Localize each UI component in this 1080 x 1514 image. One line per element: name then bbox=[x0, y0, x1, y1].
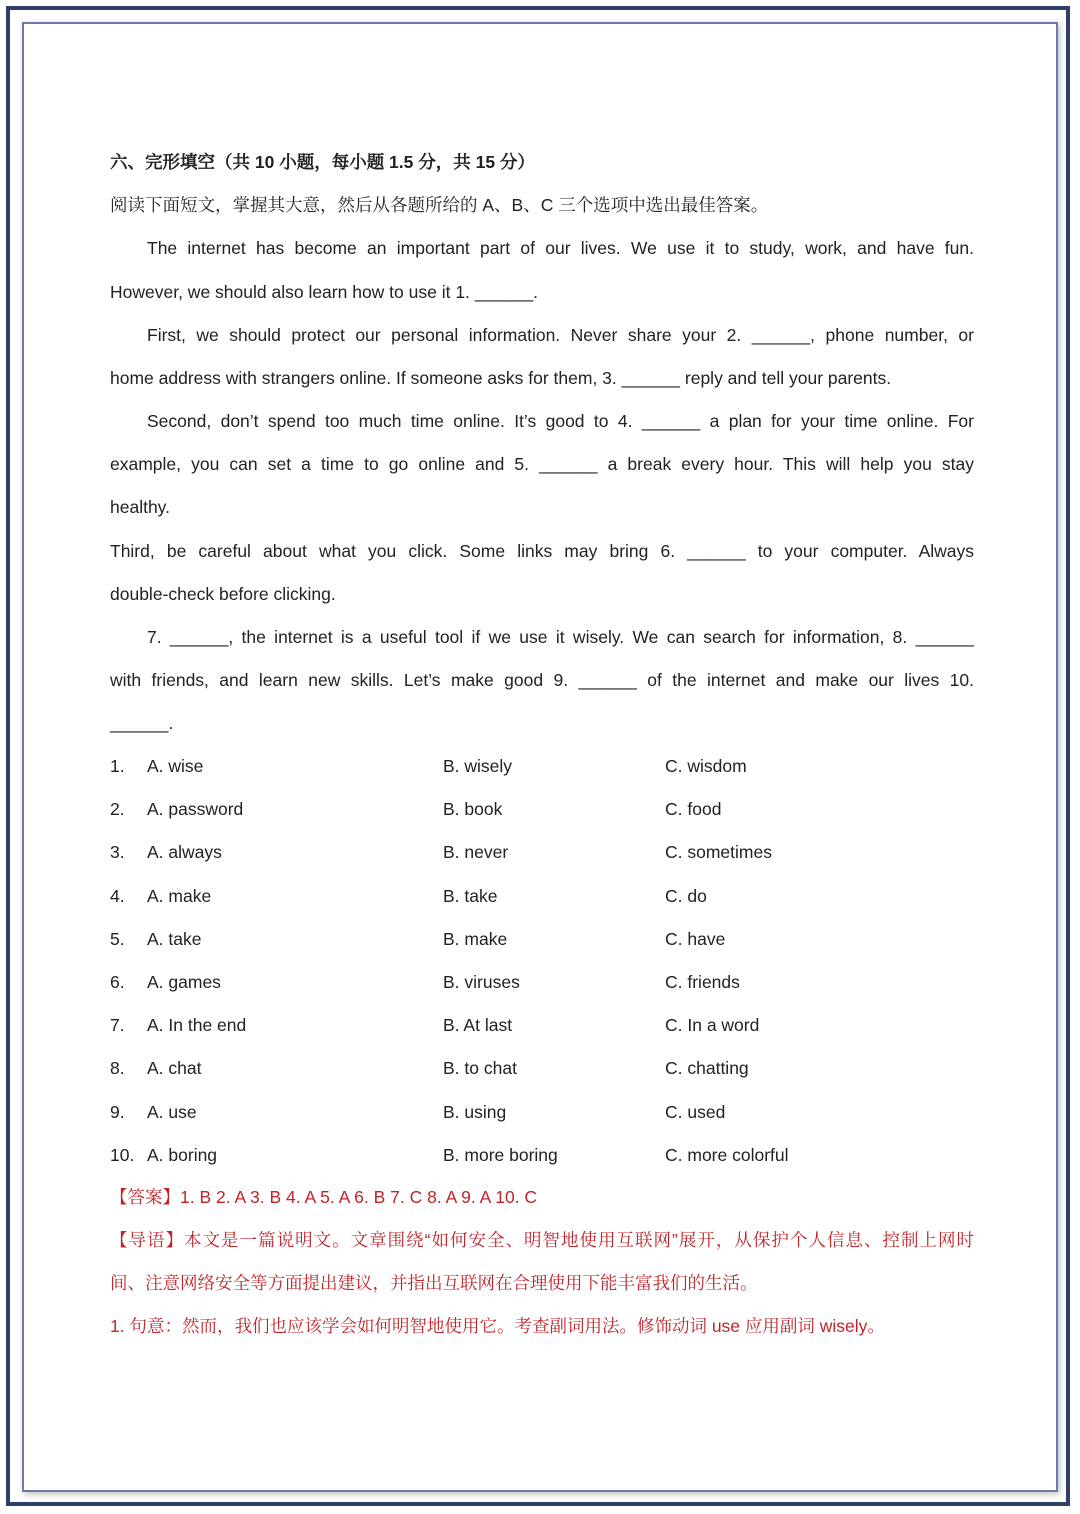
option-a: A. games bbox=[147, 972, 221, 992]
answer-key: 【答案】1. B 2. A 3. B 4. A 5. A 6. B 7. C 8. A 9. A 10. C bbox=[110, 1187, 538, 1207]
option-c: C. have bbox=[665, 928, 726, 949]
option-number: 4. bbox=[110, 885, 125, 906]
passage-line: ______. bbox=[110, 713, 174, 733]
option-number: 3. bbox=[110, 842, 125, 863]
explanation-note: 1. 句意：然而，我们也应该学会如何明智地使用它。考查副词用法。修饰动词 use 应用副词 wisely。 bbox=[110, 1316, 885, 1336]
option-b: B. to chat bbox=[443, 1058, 517, 1079]
passage-line: with friends, and learn new skills. Let’s make good 9. ______ of the internet and make our lives 10. bbox=[110, 670, 974, 690]
passage-line: However, we should also learn how to use it 1. ______. bbox=[110, 282, 539, 302]
option-a: A. boring bbox=[147, 1144, 218, 1165]
passage-line: example, you can set a time to go online and 5. ______ a break every hour. This will help you stay bbox=[110, 454, 974, 474]
option-number: 9. bbox=[110, 1101, 125, 1122]
option-a: A. make bbox=[147, 885, 212, 906]
passage-line: The internet has become an important part of our lives. We use it to study, work, and have fun. bbox=[147, 238, 974, 258]
passage-line: First, we should protect our personal information. Never share your 2. ______, phone number, or bbox=[147, 325, 974, 345]
option-c: C. do bbox=[665, 885, 707, 906]
option-a: A. wise bbox=[147, 756, 204, 776]
section-heading: 六、完形填空（共 10 小题，每小题 1.5 分，共 15 分） bbox=[110, 152, 535, 172]
option-number: 7. bbox=[110, 1015, 125, 1036]
section-instruction: 阅读下面短文，掌握其大意，然后从各题所给的 A、B、C 三个选项中选出最佳答案。 bbox=[110, 195, 769, 215]
option-c: C. friends bbox=[665, 972, 740, 992]
option-b: B. make bbox=[443, 928, 508, 949]
option-number: 8. bbox=[110, 1058, 125, 1079]
guide-text: 【导语】本文是一篇说明文。文章围绕“如何安全、明智地使用互联网”展开，从保护个人信息、控制上网时 bbox=[110, 1230, 974, 1250]
option-c: C. In a word bbox=[665, 1015, 760, 1036]
passage-line: Second, don’t spend too much time online. It’s good to 4. ______ a plan for your time online. For bbox=[147, 411, 974, 431]
option-a: A. password bbox=[147, 799, 244, 820]
passage-line: home address with strangers online. If someone asks for them, 3. ______ reply and tell your parents. bbox=[110, 368, 892, 388]
passage-line: healthy. bbox=[110, 497, 170, 517]
option-b: B. book bbox=[443, 799, 503, 820]
option-number: 10. bbox=[110, 1144, 135, 1165]
option-number: 5. bbox=[110, 928, 125, 949]
option-a: A. take bbox=[147, 928, 202, 949]
option-b: B. At last bbox=[443, 1015, 513, 1036]
option-c: C. food bbox=[665, 799, 722, 820]
passage-line: Third, be careful about what you click. Some links may bring 6. ______ to your computer. Always bbox=[110, 541, 974, 561]
option-b: B. never bbox=[443, 842, 509, 863]
option-b: B. take bbox=[443, 885, 498, 906]
option-b: B. viruses bbox=[443, 972, 520, 992]
passage-line: double-check before clicking. bbox=[110, 584, 336, 604]
option-b: B. wisely bbox=[443, 756, 513, 776]
option-c: C. chatting bbox=[665, 1058, 749, 1079]
passage-line: 7. ______, the internet is a useful tool if we use it wisely. We can search for information, 8. ______ bbox=[147, 627, 974, 647]
option-c: C. sometimes bbox=[665, 842, 772, 863]
option-number: 6. bbox=[110, 972, 125, 992]
option-a: A. chat bbox=[147, 1058, 202, 1079]
option-c: C. wisdom bbox=[665, 756, 747, 776]
guide-text: 间、注意网络安全等方面提出建议，并指出互联网在合理使用下能丰富我们的生活。 bbox=[110, 1273, 758, 1293]
option-a: A. always bbox=[147, 842, 222, 863]
option-number: 2. bbox=[110, 799, 125, 820]
option-number: 1. bbox=[110, 756, 125, 776]
option-c: C. more colorful bbox=[665, 1144, 789, 1165]
option-c: C. used bbox=[665, 1101, 726, 1122]
option-a: A. In the end bbox=[147, 1015, 247, 1036]
option-a: A. use bbox=[147, 1101, 197, 1122]
option-b: B. more boring bbox=[443, 1144, 558, 1165]
option-b: B. using bbox=[443, 1101, 507, 1122]
